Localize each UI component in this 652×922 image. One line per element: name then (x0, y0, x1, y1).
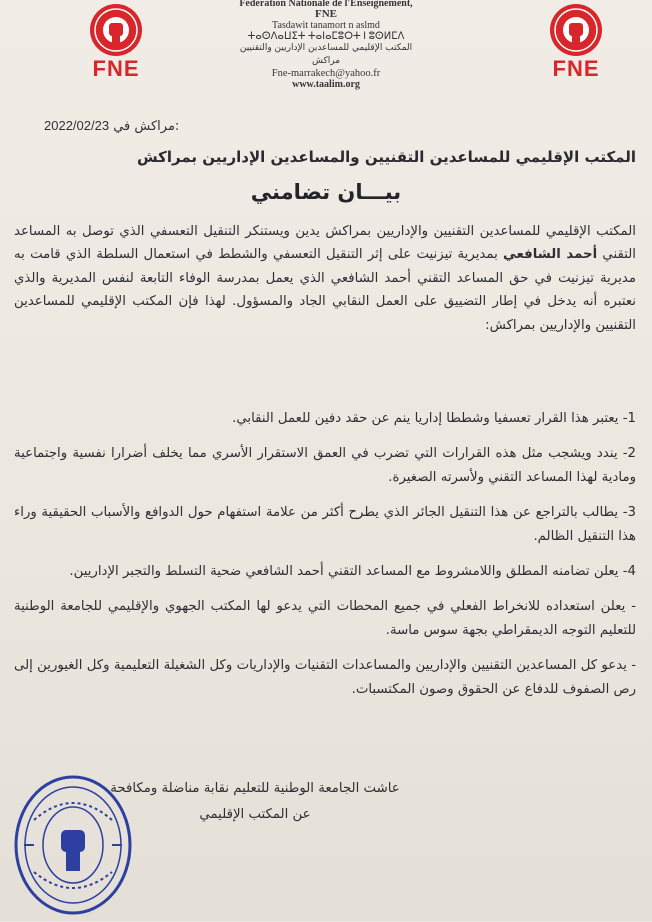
bureau-name: المكتب الإقليمي للمساعدين الإداريين والتقنيين (239, 43, 413, 53)
intro-name: أحمد الشافعي (503, 247, 598, 263)
list-item: - يعلن استعداده للانخراط الفعلي في جميع المحطات التي يدعو لها المكتب الجهوي والإقليمي للجامعة الوطنية للتعليم التوجه الديمقراطي بجهة سوس ماسة. (14, 599, 636, 638)
intro-paragraph (14, 220, 636, 337)
date-label: مراكش في: (113, 119, 180, 134)
list-item: 2- يندد ويشجب مثل هذه القرارات التي تضرب في العمق الاستقرار الأسري مما يخلف أضرارا نفسية واجتماعية ومادية لهذا المساعد التقني ولأسرته الصغيرة. (14, 446, 636, 485)
federation-name: Fédération Nationale de l'Enseignement, (239, 0, 413, 9)
closing-slogan: عاشت الجامعة الوطنية للتعليم نقابة مناضلة ومكافحة (110, 781, 400, 796)
amazigh-latin: Tasdawit tanamort n aslmd (272, 20, 380, 31)
logo-left-text: FNE (92, 56, 140, 81)
email: Fne-marrakech@yahoo.fr (271, 68, 381, 79)
fist-emblem-icon (538, 2, 614, 58)
date-line (44, 118, 179, 134)
intro-part-2: بمديرية تيزنيت على إثر التنقيل التعسفي والشطط في استعمال السلطة الذي قامت به مديرية تيزنيت في حق المساعد التقني أحمد الشافعي الذي يعمل بمدرسة الوفاء التابعة لنفس المديرية والذي نعتبره أنه يدخل في إطار التضييق على العمل النقابي الجاد والمسؤول. لهذا فإن المكتب الإقليمي للمساعدين التقنيين والإداريين بمراكش: (14, 247, 636, 333)
list-item: 1- يعتبر هذا القرار تعسفيا وشططا إداريا ينم عن حقد دفين للعمل النقابي. (232, 411, 636, 426)
fne-logo-right (538, 2, 614, 82)
city-name: مراكش (311, 56, 341, 66)
list-item: 4- يعلن تضامنه المطلق واللامشروط مع المساعد التقني أحمد الشافعي ضحية التسلط والتجبر الإداريين. (69, 564, 636, 580)
logo-right-text: FNE (552, 56, 600, 81)
stamp-seal-icon (12, 772, 134, 918)
federation-acronym: FNE (315, 8, 337, 20)
list-item: - يدعو كل المساعدين التقنيين والإداريين والمساعدات التقنيات والإداريات وكل الشغيلة التعليمية وكل الغيورين إلى رص الصفوف للدفاع عن الحقوق وصون المكتسبات. (14, 658, 636, 697)
intro-part-1: المكتب الإقليمي للمساعدين التقنيين والإداريين بمراكش يدين ويستنكر التنقيل التعسفي الذي توصل به المساعد التقني (14, 224, 636, 263)
fist-emblem-icon (78, 2, 154, 58)
statement-title: بيـــان تضامني (250, 180, 402, 204)
list-item: 3- يطالب بالتراجع عن هذا التنقيل الجائر الذي يطرح أكثر من علامة استفهام حول الدوافع والأسباب الحقيقية وراء هذا التنقيل الظالم. (14, 505, 636, 544)
signature-line: عن المكتب الإقليمي (199, 807, 311, 822)
website: www.taalim.org (292, 79, 360, 90)
closing (100, 776, 410, 828)
date-value: 2022/02/23 (44, 118, 110, 133)
demands-list (14, 407, 636, 713)
amazigh-tifinagh: ⵜⴰⵙⴷⴰⵡⵉⵜ ⵜⴰⵏⴰⵎⵓⵔⵜ ⵏ ⵓⵙⵍⵎⴷ (247, 31, 405, 42)
letterhead (200, 0, 452, 90)
fne-logo-left (78, 2, 154, 82)
main-heading: المكتب الإقليمي للمساعدين التقنيين والمساعدين الإداريين بمراكش (136, 148, 636, 166)
official-stamp (12, 772, 134, 918)
